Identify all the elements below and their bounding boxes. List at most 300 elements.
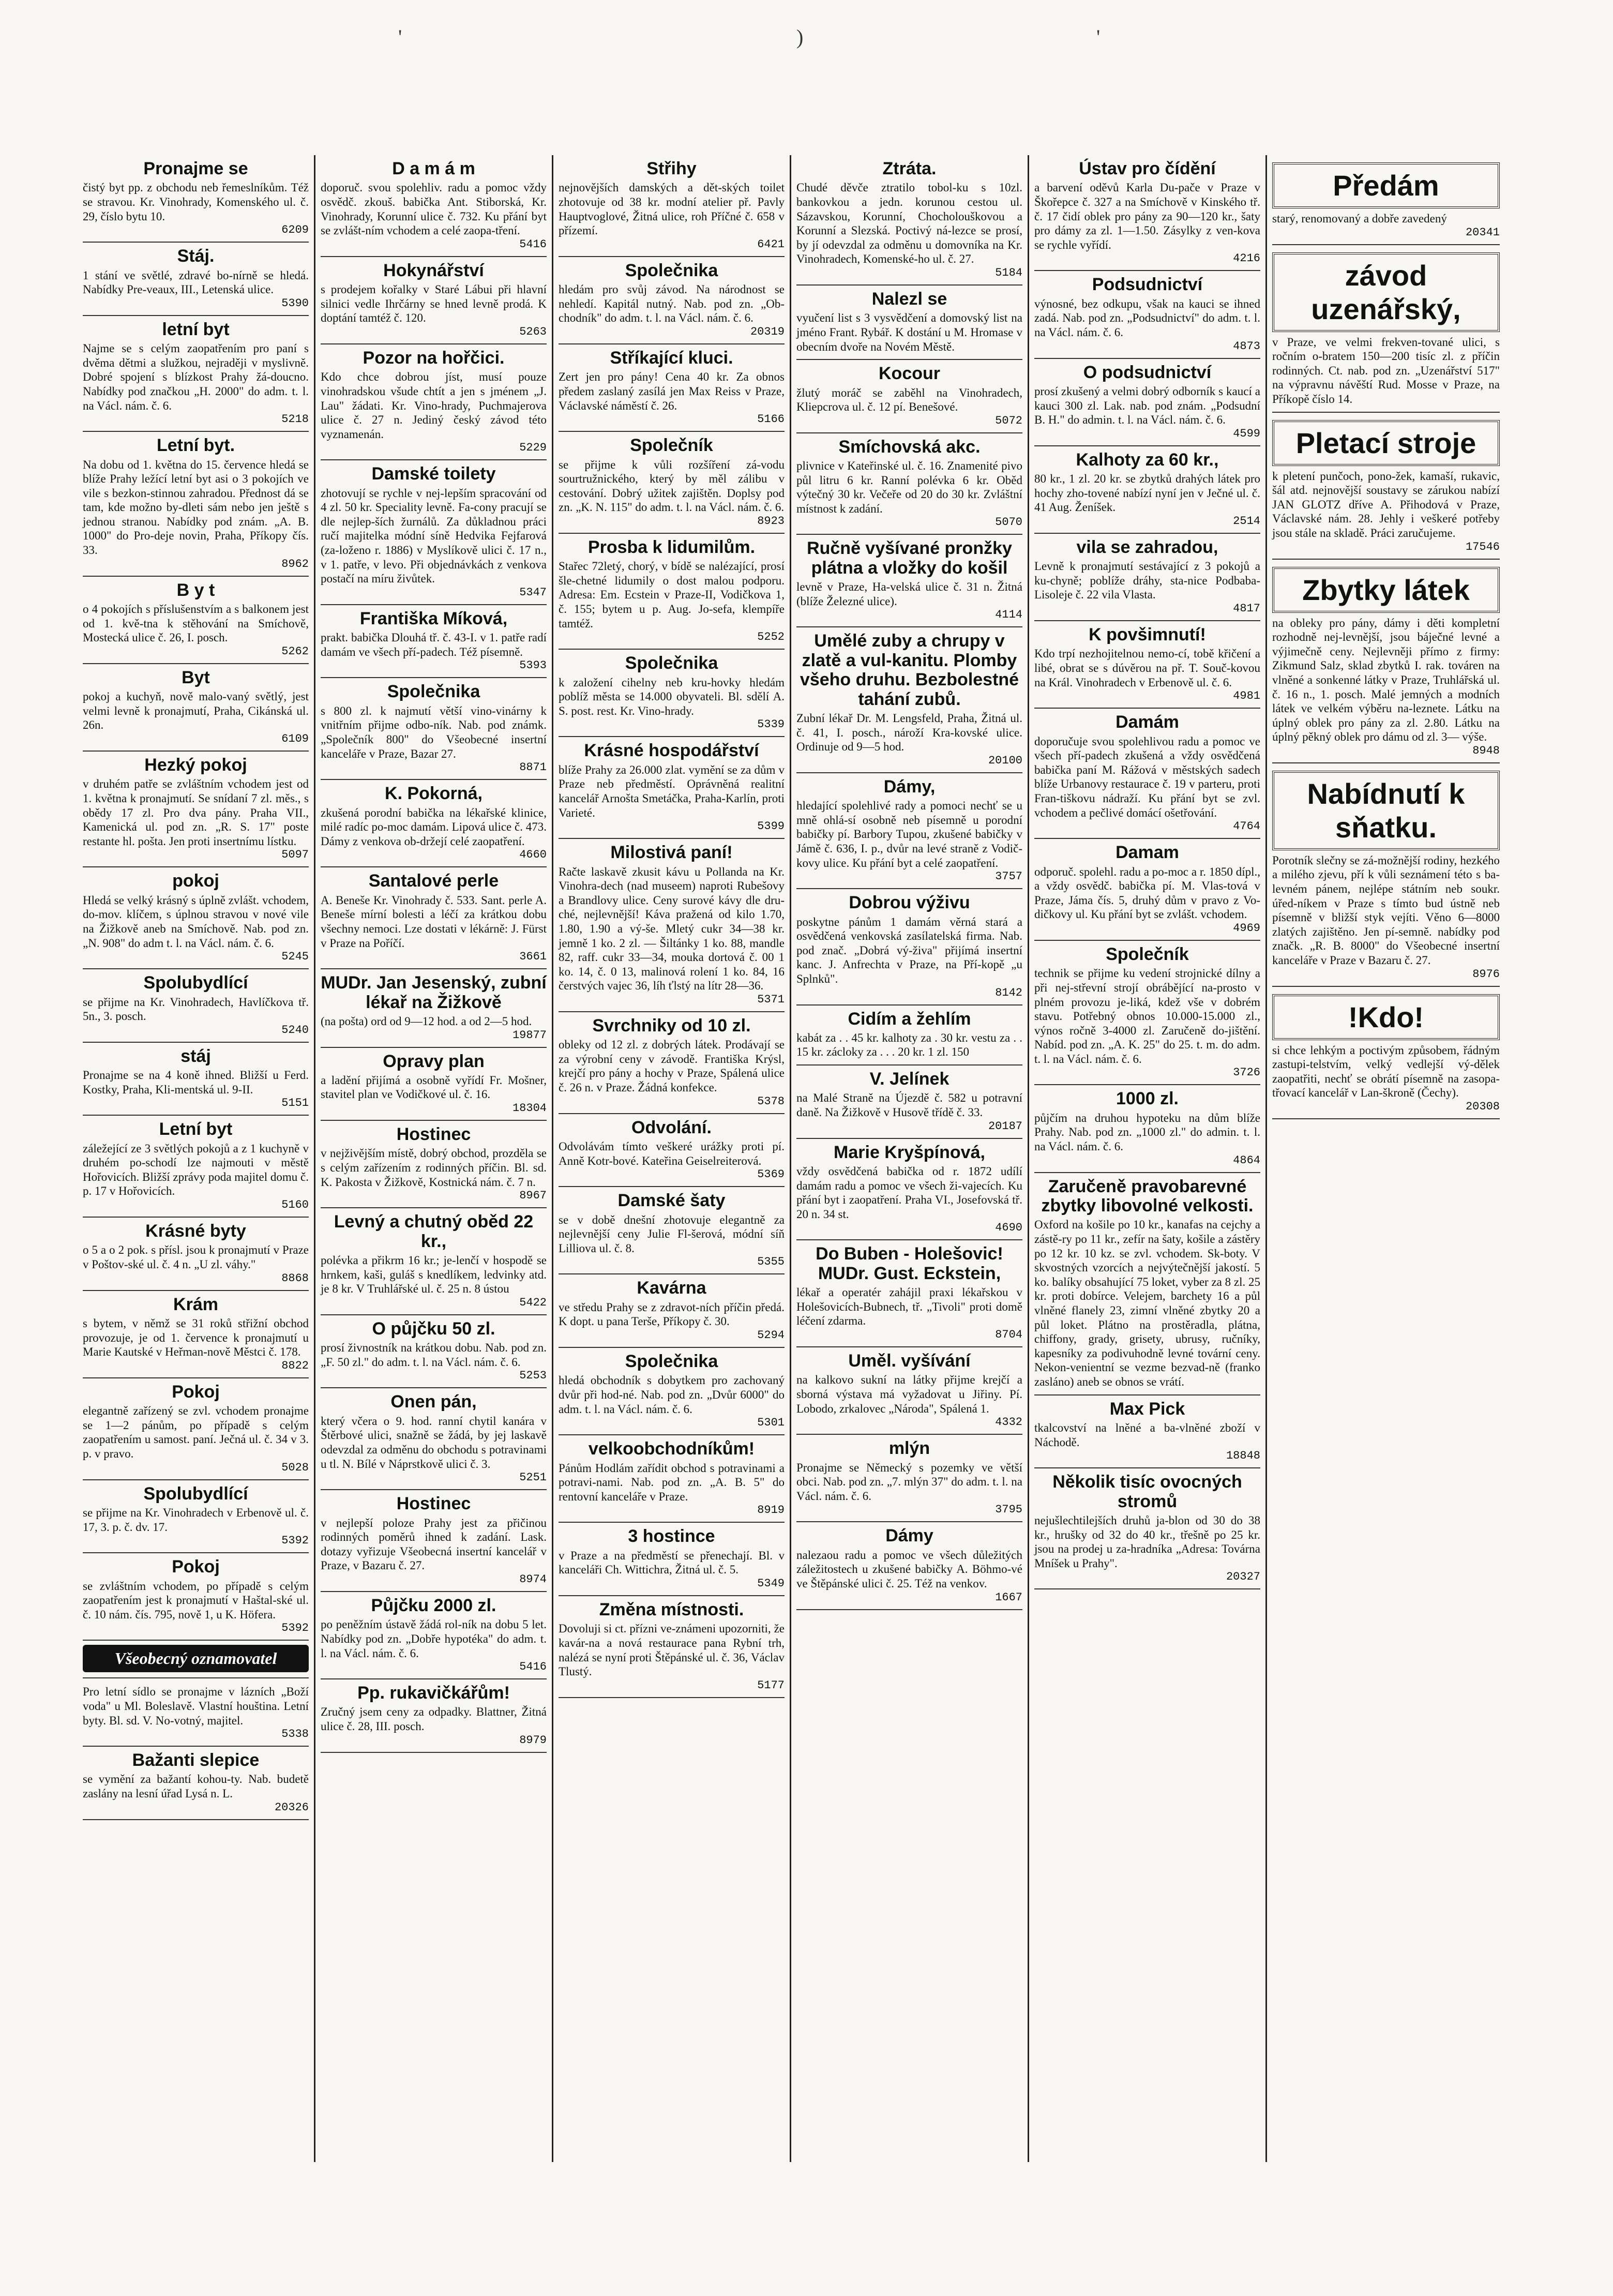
ad-heading: Bažanti slepice (132, 1750, 260, 1770)
ad-number: 4332 (995, 1416, 1022, 1429)
ad-number: 4599 (1233, 427, 1260, 440)
ad-text: kabát za . . 45 kr. kalhoty za . 30 kr. vestu za . . 15 kr. zácloky za . . . 20 kr. 1 zl. 150 (796, 1031, 1022, 1059)
classified-ad (1272, 560, 1500, 763)
classified-ad (83, 664, 309, 752)
classified-ad (559, 1012, 785, 1114)
ad-text: Kdo trpí nezhojitelnou nemo-cí, tobě křičení a libé, obrat se s dúvěrou na př. T. Souč-kovou na Král. Vinohradech v Erbenově ul. č. 6. (1034, 647, 1260, 689)
ad-number: 8948 (1472, 744, 1500, 757)
ad-text: Stařec 72letý, chorý, v bídě se nalézající, prosí šle-chetné lidumily o dost malou podporu. Adresa: Em. Ecstein v Praze-II, Vodičkova 1, č. 155; bytem u p. Aug. Jo-sefa, klempíře tamtéž. (559, 560, 785, 630)
ad-heading: V. Jelínek (869, 1069, 949, 1089)
ad-text: po peněžním ústavě žádá rol-ník na dobu 5 let. Nabídky pod zn. „Dobře hypotéka" do adm. t. l. na Václ. nám. č. 6. (321, 1618, 547, 1660)
ad-number: 3757 (995, 870, 1022, 883)
ad-heading: stáj (180, 1046, 211, 1066)
ad-text: Pánům Hodlám zařídit obchod s potravinami a potravi-nami. Nab. pod zn. „A. B. 5" do rentovní kanceláře v Praze. (559, 1461, 785, 1503)
scan-mark: ' (1096, 25, 1101, 49)
ad-text: na obleky pro pány, dámy i děti kompletní rozhodně nej-levnější, jsou báječné levné a výjimečně ceny. Nejlevněji přímo z firmy: Zikmund Salz, sklad zbytků I. rak. továren na vlněné a sonkenné látky v Praze, Truhlářská ul. č. 16 n., 1. posch. Malé jemných a modních látek ve velkém výběru na-leznete. Látku na úplný oblek pro pány za zl. 2.80. Látku na úplný pěkný oblek pro dámu od zl. 3— výše. (1272, 616, 1500, 744)
ad-text: obleky od 12 zl. z dobrých látek. Prodávají se za výrobní ceny v závodě. Františka Krýsl, krejčí pro pány a hochy v Praze, Spálená ulice č. 26 n. v Praze. Žádná konfekce. (559, 1038, 785, 1094)
ad-text: tkalcovství na lněné a ba-vlněné zboží v Náchodě. (1034, 1421, 1260, 1449)
ad-heading: Krám (173, 1294, 218, 1314)
ad-number: 8976 (1472, 967, 1500, 981)
ad-number: 5369 (757, 1168, 785, 1181)
ad-text: a ladění přijímá a osobně vyřídí Fr. Mošner, stavitel plan ve Vodičkové ul. č. 16. (321, 1073, 547, 1101)
classified-ad (83, 316, 309, 432)
ad-text: o 4 pokojích s příslušenstvím a s balkonem jest od 1. kvě-tna k stěhování na Smíchově, Mostecká ulice č. 26, I. posch. (83, 603, 309, 644)
ad-text: zhotovují se rychle v nej-lepším spracování od 4 zl. 50 kr. Speciality levně. Fa-cony pracují se dle nejlep-ších žurnálů. Za důkladnou práci ručí majitelka módní síně Hedvika Fejfarová (za-loženo r. 1886) v Myslíkově ulici č. 17 n., v 1. patře, v levo. Při objednávkách z venkova postačí na míru živůtek. (321, 486, 547, 586)
ad-number: 5177 (757, 1678, 785, 1692)
classified-ad (796, 1066, 1022, 1139)
classified-ad (559, 257, 785, 344)
ad-text: (na pošta) ord od 9—12 hod. a od 2—5 hod. (321, 1014, 532, 1028)
classified-ad (321, 867, 547, 969)
ad-text: a barvení oděvů Karla Du-pače v Praze v Škořepce č. 327 a na Smíchově v Kinského tř. č. 17 čidí oblek pro pány za 90—120 kr., šaty pro dámy za zl. 1—1.50. Zásylky z ven-kova se rychle vyřídí. (1034, 181, 1260, 251)
ad-number: 5392 (281, 1534, 309, 1548)
classified-ad (321, 155, 547, 257)
ad-text: Pronajme se Německý s pozemky ve větší obci. Nab. pod zn. „7. mlýn 37" do adm. t. l. na Václ. nám. č. 6. (796, 1461, 1022, 1503)
ad-text: se přijme k vůli rozšíření zá-vodu sourtružnického, který by měl zálibu v cestování. Dobrý užitek zajištěn. Doplsy pod zn. „K. N. 115" do adm. t. l. na Václ. nám. č. 6. (559, 458, 785, 514)
ad-number: 8704 (995, 1328, 1022, 1341)
classified-ad (559, 155, 785, 257)
ad-text: technik se přijme ku vedení strojnické dílny a při nej-střevní strojí obrábějící na-prosto v plném provozu je-liká, kdež vše v dobrém stavu. Potřebný obnos 10.000-15.000 zl., výnos ročně 3-4000 zl. Zaručeně do-jištění. Nabíd. pod zn. „A. K. 25" do 25. t. m. do adm. t. l. na Václ. nám. č. 6. (1034, 967, 1260, 1066)
classified-ad (796, 889, 1022, 1005)
classified-ad (796, 1435, 1022, 1522)
ad-number: 1667 (995, 1590, 1022, 1604)
ad-heading: Uměl. vyšívání (848, 1350, 971, 1371)
ad-number: 8868 (281, 1271, 309, 1285)
ad-number: 2514 (1233, 514, 1260, 528)
classified-ad (796, 360, 1022, 433)
ad-text: Odvolávám tímto veškeré urážky proti pí. Anně Kotr-bové. Kateřina Geiselreiterová. (559, 1140, 785, 1167)
publisher-logo: Všeobecný oznamovatel (83, 1645, 309, 1672)
ad-number: 8974 (519, 1572, 547, 1586)
ad-text: k pletení punčoch, pono-žek, kamaší, rukavic, šál atd. nejnovější soustavy se zárukou nabízí JAN GLOTZ dříve A. Přihodová v Praze, Václavské nám. 28. Jehly i veškeré potřeby jsou stále na skladě. Práci zaručujeme. (1272, 469, 1500, 539)
classified-ad (83, 155, 309, 243)
ad-heading: 3 hostince (628, 1526, 715, 1547)
scan-mark: ' (398, 25, 402, 49)
classified-ad (83, 243, 309, 316)
classified-ad (83, 432, 309, 577)
ad-text: půjčím na druhou hypoteku na dům blíže Prahy. Nab. pod zn. „1000 zl." do admin. t. l. na Václ. nám. č. 6. (1034, 1111, 1260, 1153)
ad-number: 20327 (1226, 1570, 1260, 1584)
classified-ad (559, 432, 785, 534)
ad-text: na Malé Straně na Újezdě č. 582 u potravní daně. Na Žižkově v Husově třídě č. 33. (796, 1091, 1022, 1119)
ad-text: Hledá se velký krásný s úplně zvlášt. vchodem, do-mov. klíčem, s úplnou stravou v nové vile na Žižkově aneb na Smíchově. Nab. pod zn. „N. 908" do adm t. l. na Václ. nám. č. 6. (83, 893, 309, 950)
classified-ad (321, 1388, 547, 1490)
ad-text: výnosné, bez odkupu, však na kauci se ihned zadá. Nab. pod zn. „Podsudnictví" do adm. t. l. na Václ. nám. č. 6. (1034, 297, 1260, 339)
classified-ad (83, 1553, 309, 1641)
ad-heading: Františka Míková, (359, 608, 508, 628)
ad-heading: Odvolání. (631, 1117, 712, 1137)
ad-text: blíže Prahy za 26.000 zlat. vymění se za dům v Praze neb předměstí. Oprávněná realitní kancelář Arnošta Smetáčka, Praha-Karlín, proti Varieté. (559, 763, 785, 819)
ad-number: 5070 (995, 516, 1022, 529)
ad-heading: Kocour (879, 364, 940, 384)
ad-heading: Smíchovská akc. (838, 437, 981, 457)
ad-number: 5229 (519, 441, 547, 455)
ad-number: 4969 (1233, 921, 1260, 935)
ad-text: levně v Praze, Ha-velská ulice č. 31 n. Žitná (blíže Železné ulice). (796, 580, 1022, 608)
ad-heading: Pronajme se (143, 159, 248, 178)
ad-number: 4817 (1233, 602, 1260, 616)
ad-text: se přijme na Kr. Vinohradech, Havlíčkova tř. 5n., 3. posch. (83, 995, 309, 1023)
ad-text: A. Beneše Kr. Vinohrady č. 533. Sant. perle A. Beneše mírní bolesti a léčí za krátkou dobu všechny nemoci. Lze dostati v lékárně: J. Fürst v Praze na Poříčí. (321, 893, 547, 950)
ad-heading: Nalezl se (871, 289, 947, 309)
ad-number: 4981 (1233, 689, 1260, 703)
ad-text: doporuč. svou spolehliv. radu a pomoc vždy osvědč. zkouš. babička Ant. Stiborská, Kr. Vinohrady, Korunní ulice č. 732. Ku přání byt se zvlášt-ním vchodem a celé zaopa-tření. (321, 181, 547, 237)
ad-text: Levně k pronajmutí sestávající z 3 pokojů a ku-chyně; poblíže dráhy, sta-nice Podbaba-Lisoleje č. 22 vila Vlasta. (1034, 560, 1260, 602)
ad-number: 3795 (995, 1503, 1022, 1517)
classified-ad (83, 1480, 309, 1554)
ad-number: 4864 (1233, 1153, 1260, 1167)
classified-ad (796, 155, 1022, 286)
classified-ad (1272, 155, 1500, 245)
ad-number: 5338 (281, 1728, 309, 1741)
classified-ad (1034, 1173, 1260, 1395)
ad-number: 8142 (995, 986, 1022, 999)
classified-ad (321, 344, 547, 460)
ad-number: 5166 (757, 413, 785, 426)
ad-number: 8979 (519, 1733, 547, 1747)
ad-text: pokoj a kuchyň, nově malo-vaný světlý, jest velmi levně k pronajmutí, Praha, Cikánská ul. 26n. (83, 690, 309, 732)
ad-heading: mlýn (888, 1438, 930, 1459)
ad-heading: Hostinec (396, 1494, 471, 1514)
ad-heading: MUDr. Jan Jesenský, zubní lékař na Žižkově (321, 973, 547, 1012)
ad-heading: Hostinec (396, 1124, 471, 1145)
ad-number: 5355 (757, 1255, 785, 1269)
classified-ad (83, 752, 309, 867)
ad-heading: K. Pokorná, (385, 784, 483, 804)
classified-ad (1034, 1085, 1260, 1173)
ad-text: v Praze a na předměstí se přenechají. Bl. v kanceláři Ch. Wittichra, Žitná ul. č. 5. (559, 1549, 785, 1577)
ad-heading: Společník (1106, 944, 1189, 964)
ad-heading: Půjčku 2000 zl. (371, 1595, 496, 1615)
ad-number: 18848 (1226, 1449, 1260, 1463)
ad-heading: letní byt (162, 319, 230, 339)
ad-number: 6109 (281, 732, 309, 745)
classified-ad (321, 1048, 547, 1121)
ad-text: se vymění za bažantí kohou-ty. Nab. budetě zaslány na lesní úřad Lysá n. L. (83, 1773, 309, 1800)
ad-text: na kalkovo sukní na látky přijme krejčí a sborná výstava má vyžadovat u Jiřiny. Pí. Lobodo, zrkalovec „Národa", Spálená 1. (796, 1373, 1022, 1415)
classified-ad (1272, 987, 1500, 1119)
classified-ads-grid (78, 155, 1505, 2162)
ad-text: lékař a operatér zahájil praxi lékařskou v Holešovicích-Bubnech, tř. „Tivoli" proti domě léčení zdarma. (796, 1286, 1022, 1328)
ad-heading: Damam (1115, 843, 1179, 863)
ad-heading: Pp. rukavičkářům! (357, 1683, 510, 1703)
classified-ad (796, 535, 1022, 627)
ad-column-6 (1267, 155, 1505, 2162)
ad-text: Zert jen pro pány! Cena 40 kr. Za obnos předem zaslaný zasílá jen Max Reiss v Praze, Václavské náměstí č. 26. (559, 370, 785, 412)
classified-ad (1272, 245, 1500, 413)
ad-text: žlutý moráč se zaběhl na Vinohradech, Kliepcrova ul. č. 12 pí. Benešové. (796, 386, 1022, 414)
ad-heading: pokoj (172, 871, 219, 891)
classified-ad (321, 460, 547, 605)
ad-heading: Krásné hospodářství (584, 741, 759, 761)
ad-heading: Letní byt (159, 1119, 233, 1139)
ad-column-4 (791, 155, 1029, 2162)
ad-number: 19877 (512, 1028, 547, 1042)
ad-heading: Společnika (625, 653, 718, 673)
ad-heading: Svrchniky od 10 zl. (592, 1015, 751, 1036)
ad-heading: Pokoj (172, 1557, 220, 1577)
classified-ad (559, 1523, 785, 1596)
ad-heading: Ztráta. (882, 159, 937, 178)
display-ad-title: Předám (1272, 162, 1500, 208)
ad-column-3 (553, 155, 791, 2162)
ad-text: k založení cihelny neb kru-hovky hledám poblíž města se 14.000 obyvateli. Bl. sdělí A. S. post. rest. Kr. Vino-hrady. (559, 676, 785, 717)
ad-text: Chudé děvče ztratilo tobol-ku s 10zl. bankovkou a jedn. korunou cestou ul. Sázavskou, Korunní, Chocholouškovou a Korunní a Slezská. Poctivý ná-lezce se prosí, by jí odevzdal za odměnu u domovníka na Kr. Vinohradech, Komenské-ho ul. č. 27. (796, 181, 1022, 266)
ad-heading: Milostivá paní! (610, 843, 733, 863)
classified-ad (559, 839, 785, 1012)
classified-ad (1034, 359, 1260, 446)
ad-heading: Střihy (646, 159, 697, 178)
ad-heading: Zaručeně pravobarevné zbytky libovolné velkosti. (1041, 1176, 1254, 1216)
ad-number: 5392 (281, 1622, 309, 1635)
classified-ad (83, 1747, 309, 1820)
ad-number: 5393 (519, 659, 547, 672)
ad-heading: Společník (630, 436, 713, 456)
ad-number: 3726 (1233, 1066, 1260, 1079)
ad-number: 4764 (1233, 820, 1260, 833)
ad-number: 8871 (519, 761, 547, 774)
ad-text: Oxford na košile po 10 kr., kanafas na cejchy a zástě-ry po 11 kr., zefír na šaty, košile a zástěry po 12 kr. 10 kz. se zvl. vchodem. Sk-boty. V skvostných vzorcích a nejvýtečnější jakostí. 5 ko. balíky obsahující 75 loket, vyber za 8 zl. 25 kr. proti dobírce. Velejem, barchety 16 a půl vlněné flanely 23, zimní vlněné zbytky 20 a půl loket. Plátno na prostěradla, plátna, chiffony, grady, grisety, ubrusy, ručníky, kapesníky za podivuhodně levné tovární ceny. Nekon-venientní se vezme bezvad-ně (franko zasláno) aneb se obnos se vrátí. (1034, 1218, 1260, 1388)
ad-text: o 5 a o 2 pok. s přísl. jsou k pronajmutí v Praze v Poštov-ské ul. č. 4 n. „U zl. váhy." (83, 1243, 309, 1271)
ad-number: 4873 (1233, 339, 1260, 353)
ad-text: Račte laskavě zkusit kávu u Pollanda na Kr. Vinohra-dech (nad museem) naproti Rubešovy a Brandlovy ulice. Ceny surové kávy dle dru-ché, nejlevnější! Káva pražená od kilo 1.70, 1.80, 1.90 a vý-še. Mletý cukr 34—38 kr. jemně 1 ko. 2 zl. — Šiltánky 1 ko. 88, mandle 82, raff. cukr 33—34, mouka dortová č. 00 1 ko. 14, č. 0 13, malinová rolení 1 ko. 84, 16 čerstvých vajec 36, líh ťlstý na lítr 28—36. (559, 865, 785, 993)
ad-text: starý, renomovaný a dobře zavedený (1272, 212, 1447, 225)
ad-heading: vila se zahradou, (1076, 537, 1218, 557)
ad-number: 20319 (750, 325, 785, 338)
classified-ad (83, 1218, 309, 1291)
ad-heading: Ústav pro čídění (1079, 159, 1216, 178)
display-ad-title: Nabídnutí k sňatku. (1272, 771, 1500, 850)
classified-ad (321, 780, 547, 867)
classified-ad (559, 534, 785, 650)
ad-number: 8822 (281, 1359, 309, 1372)
display-ad-title: !Kdo! (1272, 994, 1500, 1040)
ad-number: 4216 (1233, 252, 1260, 265)
ad-heading: Byt (182, 667, 210, 687)
ad-text: s bytem, v němž se 31 roků střižní obchod provozuje, je od 1. července k pronajmutí u Marie Kautské v Heřman-nově Městci č. 178. (83, 1317, 309, 1359)
ad-text: Zručný jsem ceny za odpadky. Blattner, Žitná ulice č. 28, III. posch. (321, 1705, 547, 1733)
classified-ad (321, 1679, 547, 1753)
ad-number: 8923 (757, 514, 785, 528)
ad-number: 5301 (757, 1416, 785, 1430)
ad-heading: Změna místnosti. (599, 1599, 744, 1619)
ad-number: 20326 (274, 1800, 309, 1814)
ad-text: se zvláštním vchodem, po případě s celým zaopatřením jest k pronajmutí v Haštal-ské ul. č. 10 nám. čís. 795, nově 1, u K. Höfera. (83, 1579, 309, 1621)
classified-ad (559, 344, 785, 432)
ad-heading: 1000 zl. (1116, 1089, 1179, 1109)
ad-number: 5422 (519, 1296, 547, 1309)
ad-heading: velkoobchodníkům! (588, 1439, 755, 1459)
ad-number: 4690 (995, 1221, 1022, 1235)
ad-heading: Onen pán, (390, 1392, 477, 1412)
classified-ad (321, 1315, 547, 1389)
classified-ad (1272, 763, 1500, 987)
ad-number: 5371 (757, 993, 785, 1006)
ad-heading: Santalové perle (368, 871, 499, 891)
ad-heading: Levný a chutný oběd 22 kr., (334, 1212, 534, 1251)
ad-number: 18304 (512, 1102, 547, 1115)
ad-text: 1 stání ve světlé, zdravé bo-nírně se hledá. Nabídky Pre-veaux, III., Letenská ulice. (83, 268, 309, 296)
ad-number: 5240 (281, 1023, 309, 1037)
ad-number: 20100 (988, 754, 1022, 767)
classified-ad (796, 627, 1022, 773)
classified-ad (1034, 1395, 1260, 1469)
classified-ad (559, 1348, 785, 1435)
ad-heading: Do Buben - Holešovic! MUDr. Gust. Eckstein, (816, 1244, 1003, 1283)
ad-number: 5339 (757, 718, 785, 731)
ad-text: v nejlepší poloze Prahy jest za přičinou rodinných poměrů ihned k zadání. Lask. dotazy vyřizuje Všeobecná insertní kancelář v Praze, v Bazaru č. 27. (321, 1516, 547, 1572)
ad-heading: B y t (176, 580, 215, 600)
ad-heading: Cidím a žehlím (848, 1009, 971, 1029)
ad-heading: Kalhoty za 60 kr., (1076, 449, 1219, 470)
ad-text: prosí živnostník na krátkou dobu. Nab. pod zn. „F. 50 zl." do adm. t. l. na Václ. nám. č. 6. (321, 1341, 547, 1369)
ad-heading: Stříkající kluci. (610, 348, 733, 368)
ad-heading: Společnika (625, 1352, 718, 1371)
ad-number: 20187 (988, 1119, 1022, 1133)
display-ad-title: závod uzenářský, (1272, 252, 1500, 332)
ad-heading: Ručně vyšívané pronžky plátna a vložky do košil (807, 538, 1012, 578)
ad-heading: O půjčku 50 zl. (372, 1318, 495, 1339)
ad-text: hledá obchodník s dobytkem pro zachovaný dvůr při hod-né. Nab. pod zn. „Dvůr 6000" do adm. t. l. na Václ. nám. č. 6. (559, 1374, 785, 1416)
ad-number: 4114 (995, 608, 1022, 622)
ad-number: 5218 (281, 413, 309, 426)
classified-ad (321, 257, 547, 344)
classified-ad (83, 1678, 309, 1747)
ad-number: 8962 (281, 557, 309, 571)
ad-heading: Krásné byty (145, 1221, 246, 1241)
ad-number: 5263 (519, 325, 547, 338)
ad-text: v nejživějším místě, dobrý obchod, prozděla se s celým zařízením z rodinných příčin. Bl. sd. K. Pakosta v Žižkově, Kostnická nám. č. 7 n. (321, 1147, 547, 1189)
ad-number: 8919 (757, 1504, 785, 1517)
ad-column-2 (315, 155, 553, 2162)
classified-ad (559, 1274, 785, 1348)
ad-heading: Hezký pokoj (144, 755, 247, 775)
ad-number: 5378 (757, 1094, 785, 1108)
ad-text: polévka a přikrm 16 kr.; je-lenčí v hospodě se hrnkem, kaši, guláš s knedlíkem, ledvinky atd. je 8 kr. V Truhlářské ul. č. 25 n. 8 ústou (321, 1254, 547, 1296)
ad-heading: Hokynářství (383, 260, 484, 280)
classified-ad (321, 1208, 547, 1315)
ad-heading: Max Pick (1109, 1399, 1185, 1419)
ad-text: s prodejem kořalky v Staré Lábui při hlavní silnici vedle Ihrčárny se hned levně prodá. K doptání tamtéž č. 120. (321, 283, 547, 325)
classified-ad (83, 1291, 309, 1378)
ad-number: 5347 (519, 586, 547, 599)
ad-text: Kdo chce dobrou jíst, musí pouze vinohradskou všude chtít a jen s jménem „J. Lau" žádati. Kr. Vino-hrady, Puchmajerova ulice č. 27 n. Jediný český závod této vyznamenán. (321, 370, 547, 441)
ad-number: 20308 (1465, 1100, 1500, 1113)
classified-ad (83, 969, 309, 1043)
ad-text: prosí zkušený a velmi dobrý odborník s kaucí a kauci 300 zl. Lak. nab. pod znám. „Podsudní B. H." do admin. t. l. na Václ. nám. č. 6. (1034, 384, 1260, 427)
classified-ad (1034, 621, 1260, 709)
ad-number: 17546 (1465, 540, 1500, 553)
ad-text: se v době dnešní zhotovuje elegantně za nejlevnější ceny Julie Fl-šerová, módní síň Lilliova ul. č. 8. (559, 1213, 785, 1255)
ad-heading: D a m á m (392, 159, 475, 178)
ad-text: čistý byt pp. z obchodu neb řemeslníkům. Též se stravou. Kr. Vinohrady, Komenského ul. č. 29, číslo bytu 10. (83, 181, 309, 223)
ad-number: 5097 (281, 848, 309, 862)
ad-number: 5399 (757, 820, 785, 833)
ad-heading: Pokoj (172, 1382, 220, 1402)
ad-number: 5253 (519, 1369, 547, 1383)
classified-ad (321, 969, 547, 1047)
ad-heading: Společnika (387, 682, 480, 702)
ad-text: ve středu Prahy se z zdravot-ních příčin předá. K dopt. u pana Terše, Příkopy č. 30. (559, 1300, 785, 1328)
classified-ad (559, 1187, 785, 1274)
ad-heading: Společnika (625, 260, 718, 280)
ad-text: Pronajme se na 4 koně ihned. Bližší u Ferd. Kostky, Praha, Kli-mentská ul. 9-II. (83, 1069, 309, 1096)
classified-ad (796, 1522, 1022, 1610)
classified-ad (796, 286, 1022, 360)
ad-heading: Opravy plan (383, 1051, 485, 1071)
ad-text: Zubní lékař Dr. M. Lengsfeld, Praha, Žitná ul. č. 41, I. posch., nároží Kra-kovské ulice. Ordinuje od 9—5 hod. (796, 712, 1022, 754)
ad-heading: Několik tisíc ovocných stromů (1052, 1472, 1242, 1511)
classified-ad (83, 1378, 309, 1480)
classified-ad (796, 1139, 1022, 1241)
ad-heading: Damám (1115, 712, 1179, 732)
ad-heading: Stáj. (177, 246, 215, 266)
ad-number: 5416 (519, 1660, 547, 1674)
ad-heading: Marie Kryšpínová, (834, 1142, 985, 1162)
ad-heading: Prosba k lidumilům. (587, 537, 756, 557)
ad-text: hledající spolehlivé rady a pomoci nechť se u mně ohlá-sí osobně neb písemně u porodní babičky pí. Barbory Tupou, zkušené babičky v Jámě č. 636, I. p., dvůr na levé straně z Vodič-kovy ulice. Ku přání byt a celé zaopatření. (796, 799, 1022, 869)
ad-number: 5245 (281, 950, 309, 964)
ad-heading: Dámy (885, 1526, 933, 1546)
ad-number: 5294 (757, 1329, 785, 1342)
ad-text: nejnovějších damských a dět-ských toilet zhotovuje od 38 kr. modní atelier př. Pavly Hauptvoglové, Žitná ulice, roh Příčné č. 658 v přízemí. (559, 181, 785, 237)
ad-text: nalezaou radu a pomoc ve všech důležitých záležitostech u zkušené babičky A. Böhmo-vé ve Štěpánské ulici č. 25. Též na venkov. (796, 1548, 1022, 1590)
ad-number: 4660 (519, 848, 547, 862)
display-ad-title: Zbytky látek (1272, 567, 1500, 613)
ad-heading: Podsudnictví (1092, 275, 1203, 295)
classified-ad (1034, 1468, 1260, 1589)
classified-ad (83, 1043, 309, 1116)
ad-column-5 (1029, 155, 1267, 2162)
ad-text: hledám pro svůj závod. Na národnost se nehledí. Kapitál nutný. Nab. pod zn. „Ob-chodník" do adm. t. l. na Václ. nám. č. 6. (559, 283, 785, 325)
classified-ad (321, 678, 547, 780)
ad-number: 3661 (519, 950, 547, 964)
ad-heading: Damské toilety (371, 464, 496, 484)
ad-number: 6209 (281, 223, 309, 237)
ad-column-1 (78, 155, 315, 2162)
ad-number: 20341 (1465, 226, 1500, 239)
classified-ad (321, 605, 547, 679)
ad-number: 5252 (757, 631, 785, 644)
ad-number: 5184 (995, 266, 1022, 279)
ad-text: vyučení list s 3 vysvědčení a domovský list na jméno Frant. Rybář. K dostání u M. Hromase v obecním dvoře na Novém Městě. (796, 311, 1022, 353)
ad-text: vždy osvědčená babička od r. 1872 udílí damám radu a pomoc ve všech ži-vajecích. Ku přání byt i zaopatření. Praha VI., Josefovská tř. 20 n. 34 st. (796, 1165, 1022, 1221)
classified-ad (1034, 155, 1260, 271)
classified-ad (796, 433, 1022, 535)
ad-number: 8967 (519, 1189, 547, 1203)
classified-ad (83, 1641, 309, 1678)
ad-number: 5349 (757, 1577, 785, 1590)
ad-heading: Spolubydlící (143, 973, 248, 993)
ad-heading: Spolubydlící (143, 1483, 248, 1504)
ad-number: 5390 (281, 296, 309, 310)
classified-ad (796, 773, 1022, 889)
classified-ad (559, 650, 785, 737)
ad-text: plivnice v Kateřinské ul. č. 16. Znamenité pivo půl litru 6 kr. Ranní polévka 6 kr. Oběd výtečný 30 kr. Večeře od 20 do 30 kr. Zvláštní místnost k zadání. (796, 459, 1022, 515)
ad-text: Pro letní sídlo se pronajme v lázních „Boží voda" u Ml. Boleslavě. Vlastní houština. Letní byty. Bl. sd. V. No-votný, majitel. (83, 1685, 309, 1727)
ad-text: zkušená porodní babička na lékařské klinice, milé radíc po-moc damám. Lipová ulice č. 473. Dámy z venkova ob-držejí celé zaopatření. (321, 806, 547, 848)
classified-ad (559, 737, 785, 839)
classified-ad (83, 577, 309, 664)
ad-number: 5151 (281, 1097, 309, 1110)
display-ad-title: Pletací stroje (1272, 420, 1500, 466)
ad-text: v druhém patře se zvláštním vchodem jest od 1. května k pronajmutí. Se snídaní 7 zl. měs., s obědy 17 zl. Pro dva pány. Praha VII., Kamenická ul. pod zn. „R. S. 17" poste restante hl. pošta. Jen proti insertnímu lístku. (83, 777, 309, 848)
ad-text: nejušlechtilejších druhů ja-blon od 30 do 38 kr., hrušky od 32 do 40 kr., třešně po 25 kr. jsou na prodej u za-hradníka „Adresa: Továrna Mníšek u Prahy". (1034, 1513, 1260, 1570)
ad-heading: O podsudnictví (1083, 362, 1212, 382)
ad-number: 6421 (757, 237, 785, 251)
ad-text: v Praze, ve velmi frekven-tované ulici, s ročním o-bratem 150—200 tisíc zl. z příčin rodinných. Ct. nab. pod zn. „Uzenářství 517" na výpravnu návěští Rud. Mosse v Praze, na Příkopě číslo 14. (1272, 335, 1500, 406)
classified-ad (321, 1121, 547, 1208)
